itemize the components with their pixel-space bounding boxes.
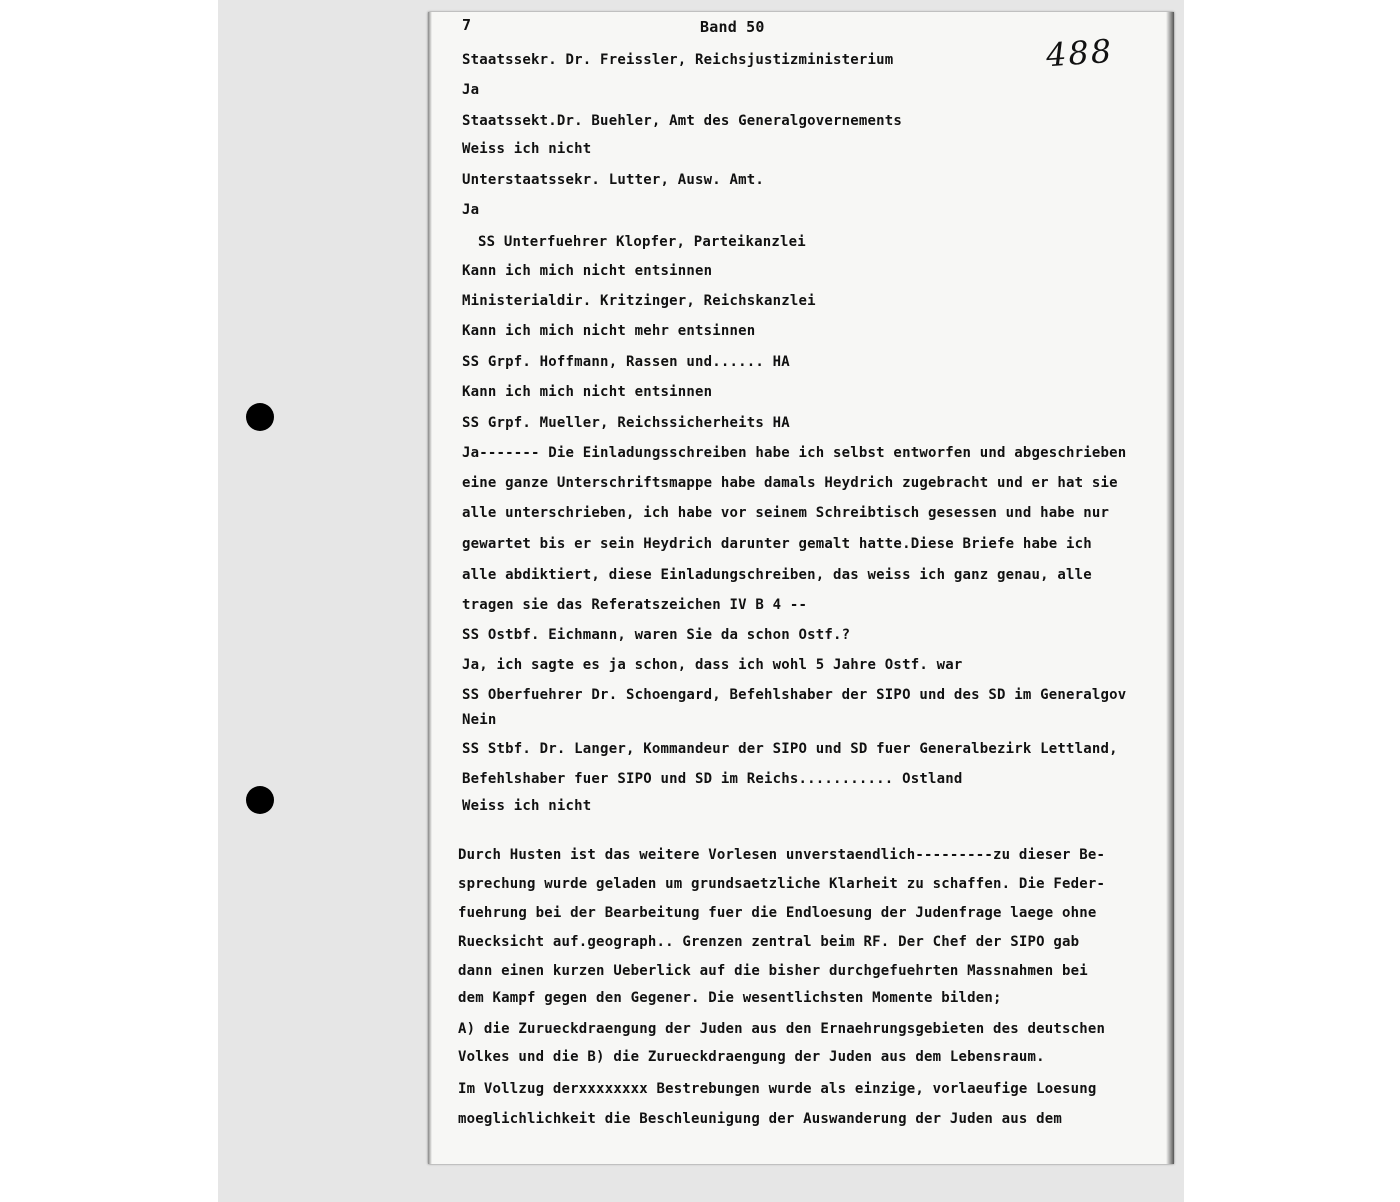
page-header: Band 50 [700,18,765,36]
text-line: Kann ich mich nicht entsinnen [462,384,713,400]
text-line: SS Unterfuehrer Klopfer, Parteikanzlei [478,234,806,250]
text-line: A) die Zurueckdraengung der Juden aus den Ernaehrungsgebieten des deutschen [458,1021,1106,1037]
page-edge-right [1166,12,1174,1164]
page-number: 7 [462,16,472,34]
handwritten-folio-number: 488 [1044,31,1115,75]
text-line: tragen sie das Referatszeichen IV B 4 -- [462,597,808,613]
text-line: Durch Husten ist das weitere Vorlesen unverstaendlich---------zu dieser Be- [458,847,1106,863]
text-line: Ja [462,202,480,218]
text-line: Nein [462,712,497,728]
text-line: SS Oberfuehrer Dr. Schoengard, Befehlshaber der SIPO und des SD im Generalgov [462,687,1127,703]
text-line: eine ganze Unterschriftsmappe habe damals Heydrich zugebracht und er hat sie [462,475,1118,491]
text-line: gewartet bis er sein Heydrich darunter gemalt hatte.Diese Briefe habe ich [462,536,1092,552]
punch-hole [246,403,274,431]
text-line: Weiss ich nicht [462,798,592,814]
document-page [428,12,1174,1164]
text-line: Befehlshaber fuer SIPO und SD im Reichs........... Ostland [462,771,963,787]
punch-hole [246,786,274,814]
text-line: sprechung wurde geladen um grundsaetzliche Klarheit zu schaffen. Die Feder- [458,876,1106,892]
text-line: Im Vollzug derxxxxxxxx Bestrebungen wurde als einzige, vorlaeufige Loesung [458,1081,1097,1097]
text-line: alle unterschrieben, ich habe vor seinem Schreibtisch gesessen und habe nur [462,505,1110,521]
text-line: SS Grpf. Mueller, Reichssicherheits HA [462,415,790,431]
text-line: Ja------- Die Einladungsschreiben habe ich selbst entworfen und abgeschrieben [462,445,1127,461]
text-line: SS Ostbf. Eichmann, waren Sie da schon Ostf.? [462,627,851,643]
text-line: Ministerialdir. Kritzinger, Reichskanzlei [462,293,816,309]
text-line: moeglichlichkeit die Beschleunigung der Auswanderung der Juden aus dem [458,1111,1063,1127]
page-edge-left [428,12,432,1164]
text-line: Ja, ich sagte es ja schon, dass ich wohl 5 Jahre Ostf. war [462,657,963,673]
text-line: dem Kampf gegen den Gegener. Die wesentlichsten Momente bilden; [458,990,1002,1006]
text-line: Ruecksicht auf.geograph.. Grenzen zentral beim RF. Der Chef der SIPO gab [458,934,1080,950]
text-line: Weiss ich nicht [462,141,592,157]
text-line: dann einen kurzen Ueberlick auf die bisher durchgefuehrten Massnahmen bei [458,963,1088,979]
text-line: SS Grpf. Hoffmann, Rassen und...... HA [462,354,790,370]
text-line: Ja [462,82,480,98]
text-line: SS Stbf. Dr. Langer, Kommandeur der SIPO und SD fuer Generalbezirk Lettland, [462,741,1118,757]
text-line: Unterstaatssekr. Lutter, Ausw. Amt. [462,172,765,188]
text-line: Kann ich mich nicht mehr entsinnen [462,323,756,339]
text-line: Volkes und die B) die Zurueckdraengung der Juden aus dem Lebensraum. [458,1049,1045,1065]
text-line: Kann ich mich nicht entsinnen [462,263,713,279]
text-line: alle abdiktiert, diese Einladungschreiben, das weiss ich ganz genau, alle [462,567,1092,583]
text-line: Staatssekt.Dr. Buehler, Amt des Generalgovernements [462,113,903,129]
text-line: Staatssekr. Dr. Freissler, Reichsjustizministerium [462,52,894,68]
text-line: fuehrung bei der Bearbeitung fuer die Endloesung der Judenfrage laege ohne [458,905,1097,921]
